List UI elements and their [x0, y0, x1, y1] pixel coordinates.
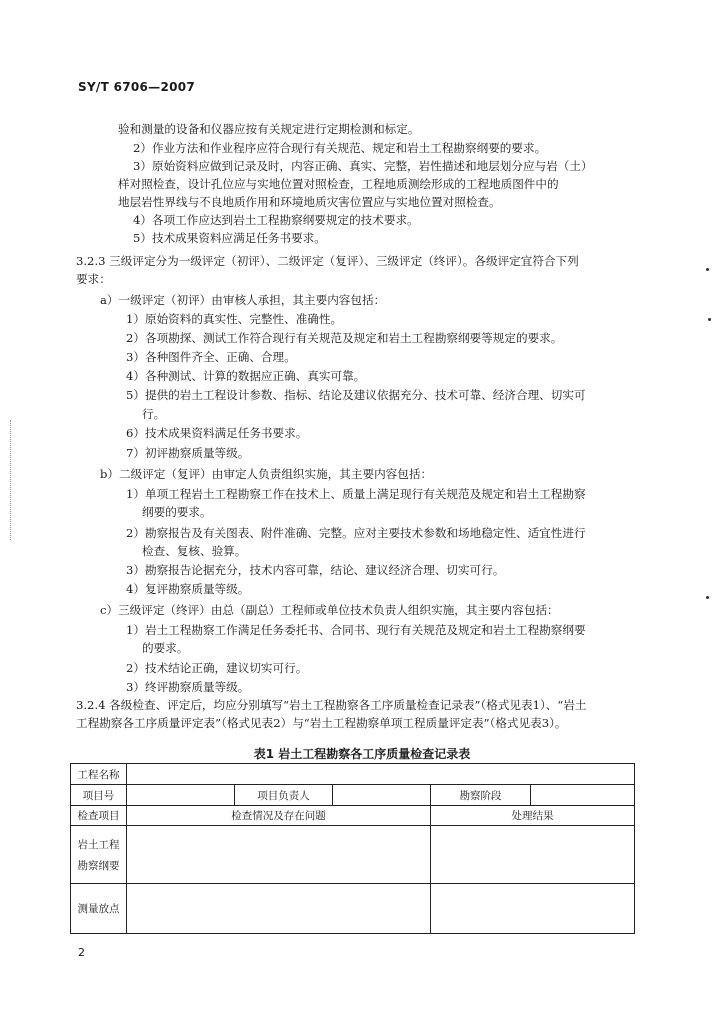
body-line: 5）提供的岩土工程设计参数、指标、结论及建议依据充分、技术可靠、经济合理、切实可: [126, 388, 586, 402]
row-label-outline: [71, 826, 127, 884]
scan-margin-mark: [10, 420, 12, 540]
body-line: 纲要的要求。: [142, 505, 212, 519]
body-line: 1）原始资料的真实性、完整性、准确性。: [126, 312, 343, 326]
body-line: 3）各种图件齐全、正确、合理。: [126, 350, 296, 364]
body-line: 2）技术结论正确，建议切实可行。: [126, 661, 308, 675]
body-line: c）三级评定（终评）由总（副总）工程师或单位技术负责人组织实施，其主要内容包括：: [100, 603, 559, 617]
body-line: 7）初评勘察质量等级。: [126, 446, 250, 460]
issues-header: 检查情况及存在问题: [127, 806, 431, 826]
body-line: 验和测量的设备和仪器应按有关规定进行定期检测和标定。: [118, 122, 420, 136]
row-label-survey-staking: 测量放点: [71, 884, 127, 934]
body-line: 2）作业方法和作业程序应符合现行有关规范、规定和岩土工程勘察纲要的要求。: [133, 141, 547, 155]
body-line: 要求：: [76, 272, 111, 286]
staking-handling-cell: [431, 884, 635, 934]
body-line: 5）技术成果资料应满足任务书要求。: [133, 231, 326, 245]
outline-handling-cell: [431, 826, 635, 884]
outline-issues-cell: [127, 826, 431, 884]
staking-issues-cell: [127, 884, 431, 934]
page-number: 2: [78, 946, 85, 959]
survey-stage-label: 勘察阶段: [431, 785, 531, 806]
survey-stage-value: [531, 785, 635, 806]
row-label-outline-line2: 勘察纲要: [77, 859, 120, 872]
check-item-header: 检查项目: [71, 806, 127, 826]
body-line: 4）复评勘察质量等级。: [126, 582, 250, 596]
body-line: 4）各项工作应达到岩土工程勘察纲要规定的技术要求。: [133, 213, 419, 227]
body-line: 工程勘察各工序质量评定表”（格式见表2）与“岩土工程勘察单项工程质量评定表”（格式见表3）。: [76, 716, 567, 730]
body-line: 1）岩土工程勘察工作满足任务委托书、合同书、现行有关规范及规定和岩土工程勘察纲要: [126, 623, 586, 637]
body-line: 的要求。: [142, 641, 189, 655]
body-line: 2）勘察报告及有关图表、附件准确、完整。应对主要技术参数和场地稳定性、适宜性进行: [126, 526, 586, 540]
body-line: 3）勘察报告论据充分，技术内容可靠，结论、建议经济合理、切实可行。: [126, 563, 505, 577]
project-no-value: [127, 785, 235, 806]
body-line: 3）原始资料应做到记录及时，内容正确、真实、完整，岩性描述和地层划分应与岩（土）: [133, 159, 593, 173]
quality-check-table: [70, 763, 635, 934]
handling-result-header: 处理结果: [431, 806, 635, 826]
project-leader-value: [333, 785, 431, 806]
body-line: 2）各项勘探、测试工作符合现行有关规范及规定和岩土工程勘察纲要等规定的要求。: [126, 331, 563, 345]
standard-code: SY/T 6706—2007: [78, 80, 196, 94]
body-line: 1）单项工程岩土工程勘察工作在技术上、质量上满足现行有关规范及规定和岩土工程勘察: [126, 487, 586, 501]
body-line: 样对照检查，设计孔位应与实地位置对照检查，工程地质测绘形成的工程地质图件中的: [118, 177, 559, 191]
body-line: a）一级评定（初评）由审核人承担，其主要内容包括：: [100, 293, 386, 307]
body-line: b）二级评定（复评）由审定人负责组织实施，其主要内容包括：: [100, 467, 433, 481]
scan-speck: [706, 596, 709, 599]
body-line: 检查、复核、验算。: [142, 544, 247, 558]
body-line: 3.2.3 三级评定分为一级评定（初评）、二级评定（复评）、三级评定（终评）。各级评定宜符合下列: [76, 254, 579, 268]
project-no-label: 项目号: [71, 785, 127, 806]
project-name-value: [127, 764, 635, 785]
table-title: 表1 岩土工程勘察各工序质量检查记录表: [253, 747, 471, 761]
row-label-outline-line1: 岩土工程: [77, 838, 120, 851]
body-line: 行。: [142, 407, 166, 421]
project-name-label: 工程名称: [71, 764, 127, 785]
body-line: 3.2.4 各级检查、评定后，均应分别填写“岩土工程勘察各工序质量检查记录表”（格式见表1）、“岩土: [76, 698, 587, 712]
project-leader-label: 项目负责人: [235, 785, 333, 806]
body-line: 6）技术成果资料满足任务书要求。: [126, 426, 308, 440]
scan-speck: [708, 318, 711, 321]
body-line: 地层岩性界线与不良地质作用和环境地质灾害位置应与实地位置对照检查。: [118, 195, 501, 209]
scan-speck: [706, 268, 709, 271]
body-line: 3）终评勘察质量等级。: [126, 680, 250, 694]
body-line: 4）各种测试、计算的数据应正确、真实可靠。: [126, 369, 366, 383]
